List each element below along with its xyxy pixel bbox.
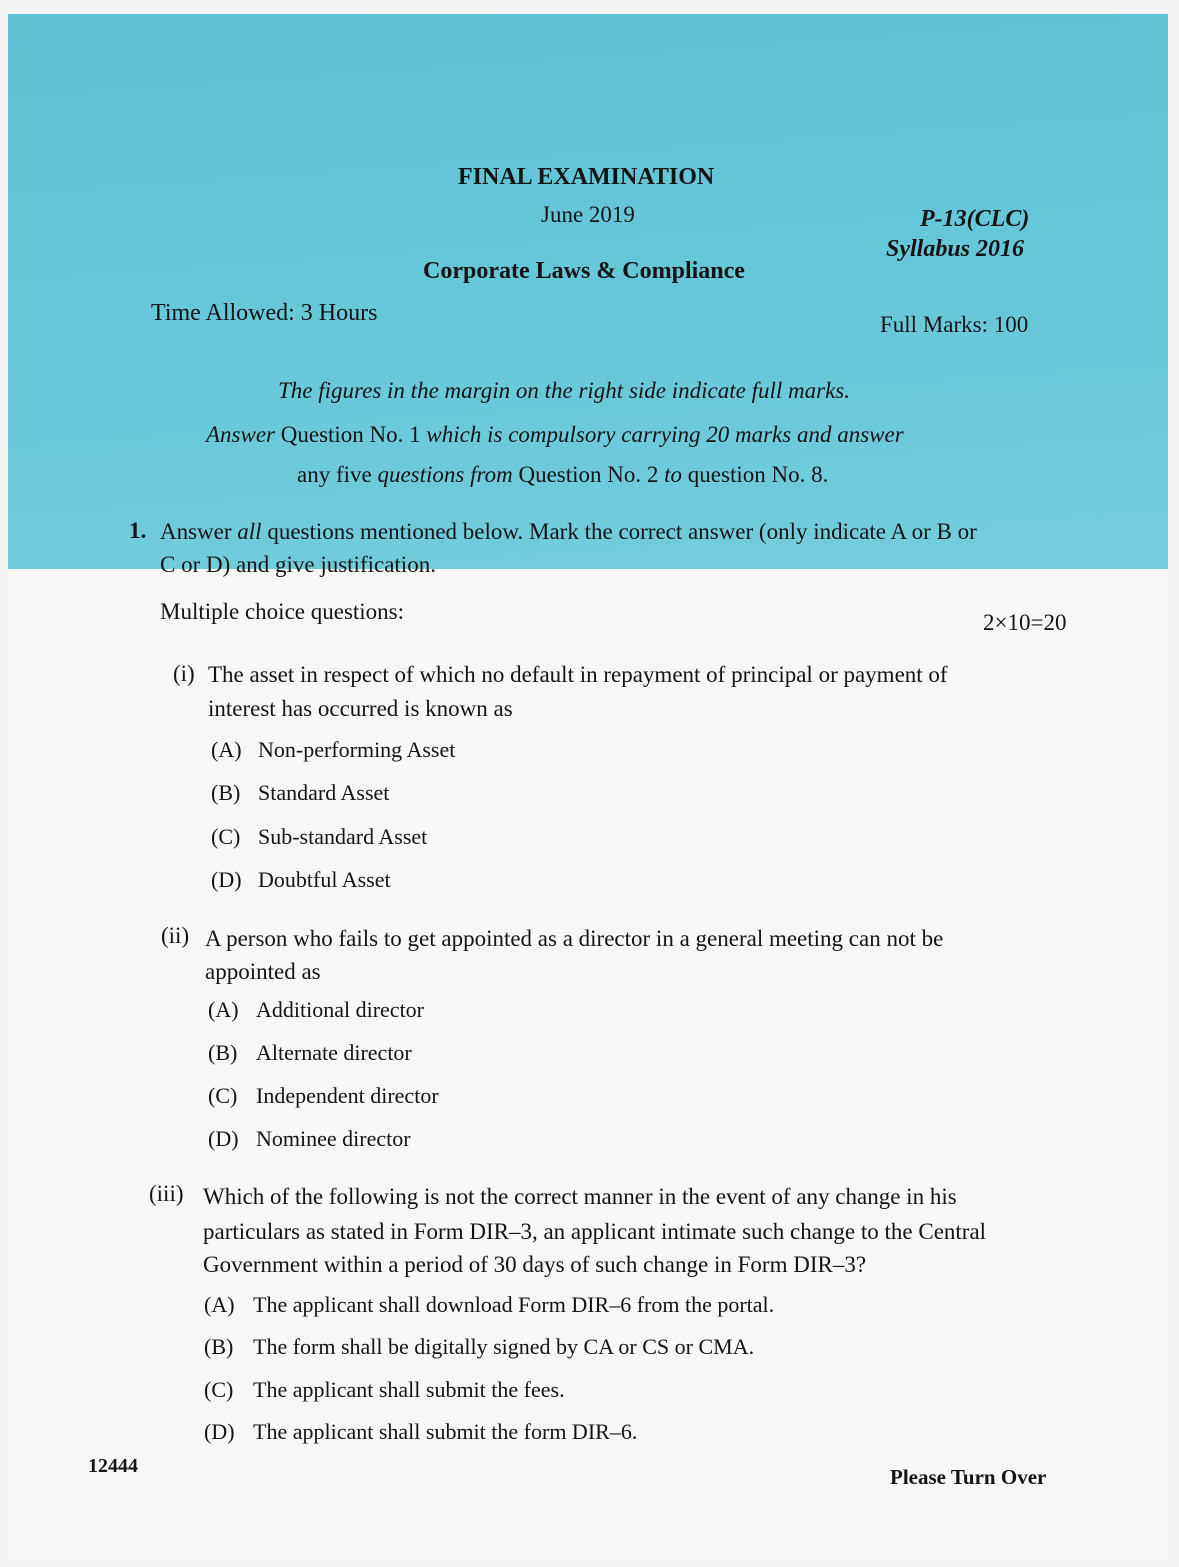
subquestion-number: (i) xyxy=(173,661,195,686)
option-letter: (D) xyxy=(211,867,242,892)
subquestion-number: (ii) xyxy=(161,923,190,948)
option-letter: (C) xyxy=(211,824,241,849)
option-letter: (C) xyxy=(208,1083,238,1108)
subquestion-line: Which of the following is not the correct manner in the event of any change in his xyxy=(203,1184,957,1209)
option-text: Independent director xyxy=(256,1083,439,1108)
instruction-line-2: Answer Question No. 1 which is compulsory carrying 20 marks and answer xyxy=(206,422,904,447)
option-text: Nominee director xyxy=(256,1126,411,1151)
mcq-label: Multiple choice questions: xyxy=(160,599,405,624)
question-1-text-line-2: C or D) and give justification. xyxy=(160,552,436,577)
option-text: The form shall be digitally signed by CA or CS or CMA. xyxy=(253,1334,755,1359)
option-letter: (A) xyxy=(204,1292,235,1317)
option-text: The applicant shall download Form DIR–6 from the portal. xyxy=(253,1292,775,1317)
please-turn-over: Please Turn Over xyxy=(890,1465,1047,1489)
exam-session: June 2019 xyxy=(541,202,635,227)
question-1-text: Answer all questions mentioned below. Mark the correct answer (only indicate A or B or xyxy=(160,519,977,544)
instruction-line-3: any five questions from Question No. 2 to question No. 8. xyxy=(297,462,829,487)
option-letter: (B) xyxy=(211,780,241,805)
subject-title: Corporate Laws & Compliance xyxy=(423,258,745,284)
syllabus-year: Syllabus 2016 xyxy=(886,236,1025,262)
paper-code: P-13(CLC) xyxy=(920,206,1030,232)
option-letter: (C) xyxy=(204,1377,234,1402)
subquestion-number: (iii) xyxy=(149,1181,184,1206)
subquestion-line: appointed as xyxy=(205,959,321,984)
option-letter: (D) xyxy=(204,1419,235,1444)
subquestion-line: particulars as stated in Form DIR–3, an applicant intimate such change to the Central xyxy=(203,1219,987,1244)
option-text: Non-performing Asset xyxy=(258,737,456,762)
option-text: Additional director xyxy=(256,997,425,1022)
subquestion-line: A person who fails to get appointed as a director in a general meeting can not be xyxy=(205,926,944,951)
option-text: The applicant shall submit the fees. xyxy=(253,1377,565,1402)
instruction-line-1: The figures in the margin on the right side indicate full marks. xyxy=(278,378,850,403)
option-text: Doubtful Asset xyxy=(258,867,391,892)
exam-title: FINAL EXAMINATION xyxy=(458,164,715,190)
option-text: Standard Asset xyxy=(258,780,390,805)
option-letter: (A) xyxy=(208,997,239,1022)
option-letter: (A) xyxy=(211,737,242,762)
subquestion-line: Government within a period of 30 days of such change in Form DIR–3? xyxy=(203,1252,867,1277)
option-text: Sub-standard Asset xyxy=(258,824,428,849)
option-letter: (B) xyxy=(204,1334,234,1359)
exam-page xyxy=(8,14,1168,1559)
subquestion-line: interest has occurred is known as xyxy=(208,696,513,721)
question-number: 1. xyxy=(129,518,147,543)
marks-allocation: 2×10=20 xyxy=(983,610,1067,635)
page-code: 12444 xyxy=(88,1455,138,1477)
option-letter: (D) xyxy=(208,1126,239,1151)
full-marks: Full Marks: 100 xyxy=(880,312,1029,337)
option-text: The applicant shall submit the form DIR–6. xyxy=(253,1419,638,1444)
time-allowed: Time Allowed: 3 Hours xyxy=(151,300,378,326)
subquestion-line: The asset in respect of which no default in repayment of principal or payment of xyxy=(208,662,948,687)
option-letter: (B) xyxy=(208,1040,238,1065)
option-text: Alternate director xyxy=(256,1040,412,1065)
